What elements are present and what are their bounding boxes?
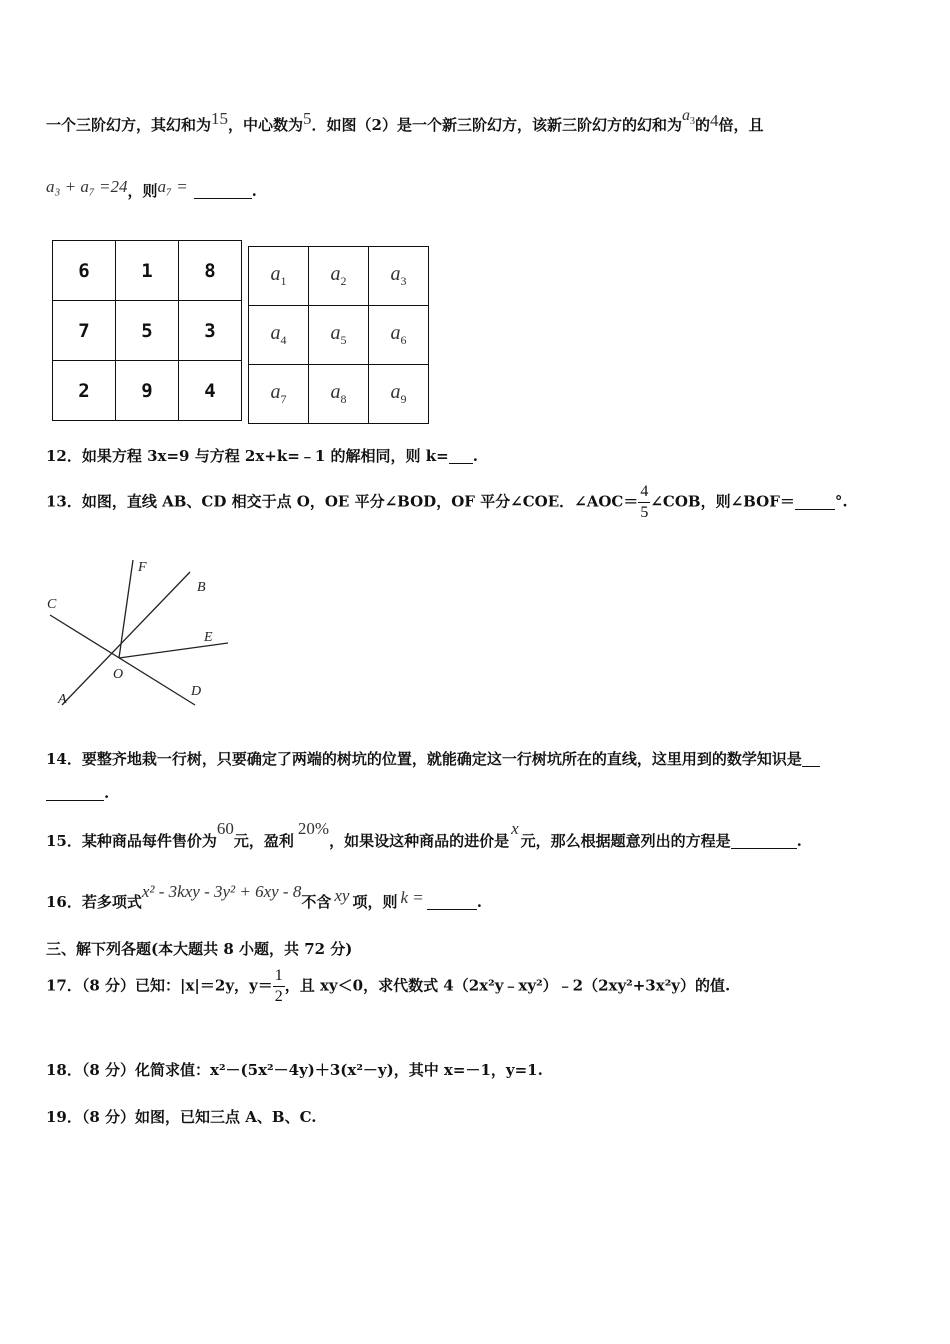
q16-answer-blank[interactable] xyxy=(427,895,477,910)
q16-text-b: 不含 xyxy=(301,893,332,911)
magic-cell: 4 xyxy=(179,361,242,421)
new-square-cell: $a_1$ xyxy=(249,247,309,306)
new-magic-square-table xyxy=(248,246,429,424)
q12-answer-blank[interactable] xyxy=(449,449,473,464)
new-square-cell: $a_6$ xyxy=(369,306,429,365)
q11-line1 xyxy=(46,107,764,135)
q16-xy: xy xyxy=(334,886,350,905)
q12-text: 12．如果方程 3x=9 与方程 2x+k=﹣1 的解相同，则 k= xyxy=(46,447,449,465)
q17-text-a: 17．（8 分）已知：|x|＝2y，y＝ xyxy=(46,976,273,995)
ray-of xyxy=(119,560,133,658)
magic-cell: 2 xyxy=(53,361,116,421)
q16-polynomial: x² - 3kxy - 3y² + 6xy - 8 xyxy=(141,882,302,901)
q13-line xyxy=(46,482,848,523)
q15-text-c: ，如果设这种商品的进价是 xyxy=(329,832,510,850)
label-f: F xyxy=(138,560,147,575)
section-heading: 三、解下列各题(本大题共 8 小题，共 72 分) xyxy=(46,940,353,958)
new-square-cell: $a_2$ xyxy=(309,247,369,306)
q14-text: 14．要整齐地栽一行树，只要确定了两端的树坑的位置，就能确定这一行树坑所在的直线，这里用到的数学知识是 xyxy=(46,750,802,768)
q11-answer-blank[interactable] xyxy=(194,184,252,199)
q16-text-c: 项，则 xyxy=(352,893,398,911)
magic-cell: 8 xyxy=(179,241,242,301)
q15-value-20: 20% xyxy=(297,819,330,838)
q11-line2 xyxy=(46,177,257,201)
magic-cell: 5 xyxy=(116,301,179,361)
q11-a3-var: a xyxy=(681,107,690,124)
q14-end: . xyxy=(104,784,110,802)
q16-k-eq: k = xyxy=(400,888,424,907)
q16-line xyxy=(46,882,482,912)
magic-cell: 1 xyxy=(116,241,179,301)
new-square-cell: $a_4$ xyxy=(249,306,309,365)
q11-condition: a₃ + a₇ =24 xyxy=(46,177,128,196)
q15-answer-blank[interactable] xyxy=(731,834,797,849)
new-square-cell: $a_9$ xyxy=(369,365,429,424)
q11-value-4: 4 xyxy=(710,111,719,130)
q11-text-e: 倍，且 xyxy=(718,116,764,134)
new-square-cell: $a_8$ xyxy=(309,365,369,424)
q13-fraction: $\frac{4}{5}$ xyxy=(640,483,649,521)
q14-line1 xyxy=(46,748,820,769)
q15-text-b: 元，盈利 xyxy=(233,832,294,850)
label-o: O xyxy=(113,667,124,682)
q11-a3-sub: 3 xyxy=(689,116,695,127)
label-e: E xyxy=(204,630,213,645)
q11-text-a: 一个三阶幻方，其幻和为 xyxy=(46,116,212,134)
q15-var-x: x xyxy=(511,819,519,838)
magic-cell: 9 xyxy=(116,361,179,421)
magic-cell: 7 xyxy=(53,301,116,361)
q11-value-15: 15 xyxy=(211,109,229,128)
q15-text-a: 15．某种商品每件售价为 xyxy=(46,832,217,850)
q17-line xyxy=(46,966,730,1007)
angle-figure xyxy=(40,555,235,725)
ray-oe xyxy=(119,643,228,658)
new-square-cell: $a_7$ xyxy=(249,365,309,424)
q18-line: 18．（8 分）化简求值：x²－(5x²－4y)＋3(x²－y)，其中 x=－1，y=1. xyxy=(46,1061,543,1079)
label-a: A xyxy=(58,692,67,707)
q11-ask: a₇ = xyxy=(157,177,188,196)
q13-answer-blank[interactable] xyxy=(795,495,835,510)
q11-text-d: 的 xyxy=(694,116,710,134)
q15-text-d: 元，那么根据题意列出的方程是 xyxy=(520,832,731,850)
q13-text-b: ∠COB，则∠BOF＝ xyxy=(650,492,795,511)
q17-text-b: ，且 xy＜0，求代数式 4（2x²y﹣xy²）﹣2（2xy²+3x²y）的值. xyxy=(284,976,731,995)
label-d: D xyxy=(191,684,202,699)
q13-end: °. xyxy=(834,492,848,511)
q11-text-g: . xyxy=(251,182,257,200)
q17-fraction: $\frac{1}{2}$ xyxy=(274,967,283,1005)
q13-text-a: 13．如图，直线 AB、CD 相交于点 O，OE 平分∠BOD，OF 平分∠COE．∠AOC＝ xyxy=(46,492,639,511)
new-square-cell: $a_5$ xyxy=(309,306,369,365)
q11-text-b: ，中心数为 xyxy=(228,116,304,134)
line-ab xyxy=(62,572,190,705)
q12-line xyxy=(46,445,478,466)
q14-line2 xyxy=(46,784,109,802)
line-cd xyxy=(50,615,195,705)
q11-text-f: ，则 xyxy=(127,182,158,200)
new-square-cell: $a_3$ xyxy=(369,247,429,306)
magic-cell: 6 xyxy=(53,241,116,301)
q11-value-5: 5 xyxy=(303,109,312,128)
q14-answer-blank-2[interactable] xyxy=(46,786,104,801)
magic-cell: 3 xyxy=(179,301,242,361)
label-b: B xyxy=(197,580,206,595)
q15-value-60: 60 xyxy=(216,819,234,838)
q14-answer-blank-1[interactable] xyxy=(802,752,820,767)
q16-text-a: 16．若多项式 xyxy=(46,893,142,911)
label-c: C xyxy=(47,597,57,612)
q15-line xyxy=(46,819,802,851)
q12-end: . xyxy=(472,447,478,465)
q16-end: . xyxy=(476,893,482,911)
q15-end: . xyxy=(796,832,802,850)
q19-line: 19．（8 分）如图，已知三点 A、B、C. xyxy=(46,1108,317,1126)
magic-square-table xyxy=(52,240,242,421)
q11-text-c: ．如图（2）是一个新三阶幻方，该新三阶幻方的幻和为 xyxy=(311,116,682,134)
